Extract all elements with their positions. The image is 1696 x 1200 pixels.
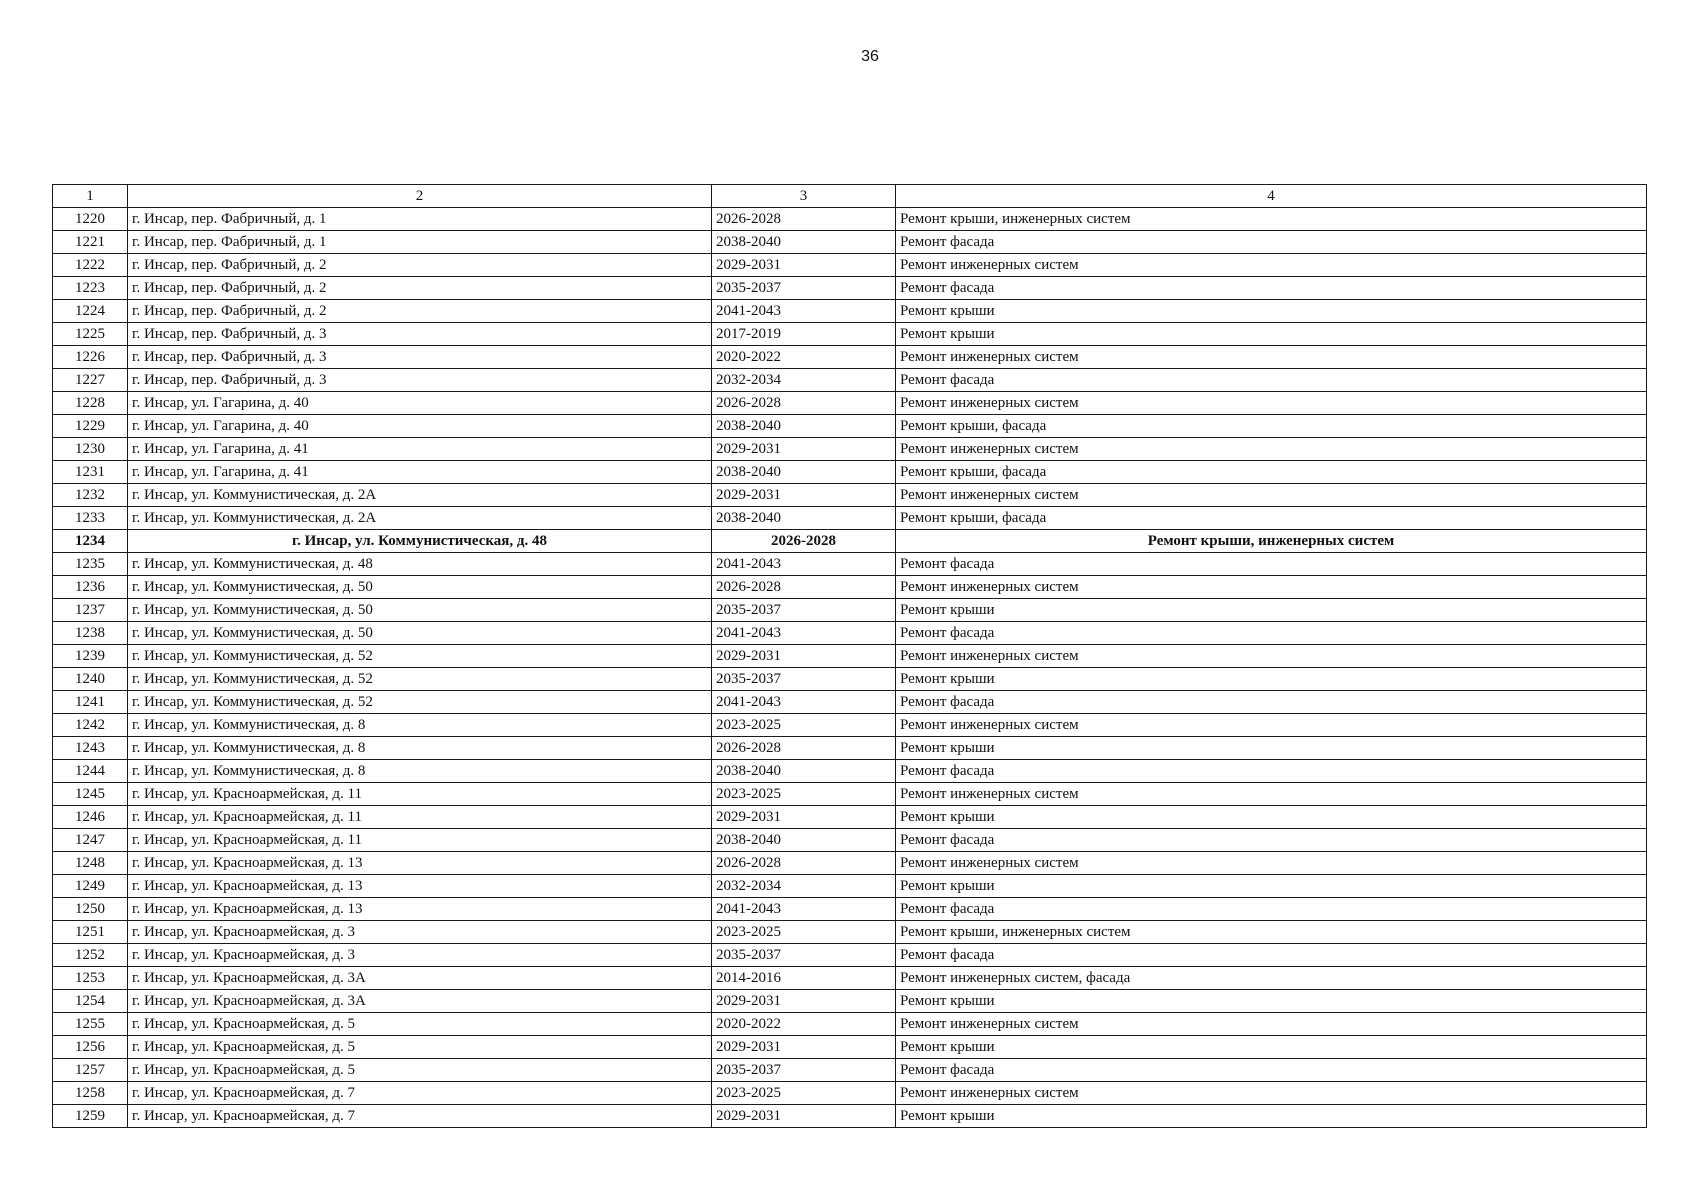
address-cell: г. Инсар, ул. Коммунистическая, д. 50 [128,576,712,599]
work-type-cell: Ремонт фасада [896,829,1647,852]
address-cell: г. Инсар, ул. Красноармейская, д. 5 [128,1059,712,1082]
row-number-cell: 1232 [53,484,128,507]
address-cell: г. Инсар, ул. Красноармейская, д. 3А [128,967,712,990]
address-cell: г. Инсар, пер. Фабричный, д. 3 [128,323,712,346]
row-number-cell: 1256 [53,1036,128,1059]
address-cell: г. Инсар, ул. Гагарина, д. 40 [128,392,712,415]
period-cell: 2026-2028 [712,737,896,760]
row-number-cell: 1257 [53,1059,128,1082]
table-row [53,898,1647,921]
period-cell: 2041-2043 [712,622,896,645]
column-header-1: 1 [53,185,128,208]
work-type-cell: Ремонт фасада [896,944,1647,967]
table-row [53,668,1647,691]
work-type-cell: Ремонт фасада [896,691,1647,714]
address-cell: г. Инсар, пер. Фабричный, д. 1 [128,208,712,231]
period-cell: 2041-2043 [712,898,896,921]
row-number-cell: 1258 [53,1082,128,1105]
table-row [53,415,1647,438]
row-number-cell: 1237 [53,599,128,622]
period-cell: 2038-2040 [712,461,896,484]
period-cell: 2035-2037 [712,668,896,691]
period-cell: 2029-2031 [712,645,896,668]
period-cell: 2023-2025 [712,1082,896,1105]
address-cell: г. Инсар, ул. Красноармейская, д. 11 [128,783,712,806]
work-type-cell: Ремонт крыши [896,990,1647,1013]
period-cell: 2029-2031 [712,1105,896,1128]
row-number-cell: 1224 [53,300,128,323]
period-cell: 2035-2037 [712,944,896,967]
table-row [53,875,1647,898]
work-type-cell: Ремонт инженерных систем, фасада [896,967,1647,990]
address-cell: г. Инсар, ул. Коммунистическая, д. 52 [128,645,712,668]
table-row [53,622,1647,645]
address-cell: г. Инсар, ул. Коммунистическая, д. 48 [128,530,712,553]
period-cell: 2026-2028 [712,530,896,553]
work-type-cell: Ремонт крыши [896,737,1647,760]
table-row [53,392,1647,415]
row-number-cell: 1238 [53,622,128,645]
period-cell: 2026-2028 [712,852,896,875]
table-row [53,1082,1647,1105]
work-type-cell: Ремонт инженерных систем [896,714,1647,737]
work-type-cell: Ремонт фасада [896,1059,1647,1082]
period-cell: 2038-2040 [712,760,896,783]
table-row [53,944,1647,967]
work-type-cell: Ремонт фасада [896,369,1647,392]
column-header-4: 4 [896,185,1647,208]
work-type-cell: Ремонт крыши [896,668,1647,691]
table-row [53,599,1647,622]
work-type-cell: Ремонт крыши [896,1036,1647,1059]
period-cell: 2038-2040 [712,829,896,852]
table-row [53,852,1647,875]
table-row [53,277,1647,300]
row-number-cell: 1254 [53,990,128,1013]
work-type-cell: Ремонт инженерных систем [896,1082,1647,1105]
work-type-cell: Ремонт крыши [896,300,1647,323]
period-cell: 2038-2040 [712,415,896,438]
row-number-cell: 1231 [53,461,128,484]
period-cell: 2032-2034 [712,875,896,898]
address-cell: г. Инсар, пер. Фабричный, д. 3 [128,369,712,392]
period-cell: 2041-2043 [712,553,896,576]
row-number-cell: 1235 [53,553,128,576]
table-row [53,576,1647,599]
row-number-cell: 1250 [53,898,128,921]
repair-schedule-table [52,184,1647,1128]
row-number-cell: 1236 [53,576,128,599]
table-row [53,231,1647,254]
address-cell: г. Инсар, ул. Красноармейская, д. 13 [128,898,712,921]
column-header-2: 2 [128,185,712,208]
work-type-cell: Ремонт инженерных систем [896,254,1647,277]
row-number-cell: 1229 [53,415,128,438]
table-row [53,300,1647,323]
address-cell: г. Инсар, ул. Красноармейская, д. 7 [128,1082,712,1105]
period-cell: 2014-2016 [712,967,896,990]
table-row [53,783,1647,806]
table-row [53,714,1647,737]
work-type-cell: Ремонт фасада [896,760,1647,783]
table-row [53,346,1647,369]
work-type-cell: Ремонт инженерных систем [896,392,1647,415]
table-row [53,461,1647,484]
row-number-cell: 1252 [53,944,128,967]
address-cell: г. Инсар, ул. Коммунистическая, д. 8 [128,760,712,783]
table-row [53,254,1647,277]
period-cell: 2029-2031 [712,806,896,829]
address-cell: г. Инсар, ул. Коммунистическая, д. 2А [128,484,712,507]
address-cell: г. Инсар, ул. Красноармейская, д. 11 [128,806,712,829]
work-type-cell: Ремонт крыши [896,875,1647,898]
period-cell: 2017-2019 [712,323,896,346]
row-number-cell: 1228 [53,392,128,415]
row-number-cell: 1240 [53,668,128,691]
period-cell: 2020-2022 [712,1013,896,1036]
work-type-cell: Ремонт инженерных систем [896,645,1647,668]
table-row [53,1013,1647,1036]
row-number-cell: 1223 [53,277,128,300]
row-number-cell: 1230 [53,438,128,461]
table-row [53,1105,1647,1128]
address-cell: г. Инсар, ул. Красноармейская, д. 3А [128,990,712,1013]
row-number-cell: 1251 [53,921,128,944]
row-number-cell: 1243 [53,737,128,760]
table-row [53,645,1647,668]
page-number: 36 [861,48,879,65]
address-cell: г. Инсар, ул. Коммунистическая, д. 50 [128,622,712,645]
work-type-cell: Ремонт крыши, инженерных систем [896,921,1647,944]
period-cell: 2026-2028 [712,392,896,415]
period-cell: 2023-2025 [712,921,896,944]
period-cell: 2035-2037 [712,277,896,300]
table-row [53,553,1647,576]
period-cell: 2020-2022 [712,346,896,369]
address-cell: г. Инсар, ул. Красноармейская, д. 5 [128,1036,712,1059]
period-cell: 2035-2037 [712,1059,896,1082]
work-type-cell: Ремонт инженерных систем [896,852,1647,875]
table-row [53,1036,1647,1059]
address-cell: г. Инсар, ул. Коммунистическая, д. 8 [128,737,712,760]
table-row [53,990,1647,1013]
period-cell: 2041-2043 [712,691,896,714]
period-cell: 2029-2031 [712,254,896,277]
row-number-cell: 1226 [53,346,128,369]
period-cell: 2038-2040 [712,231,896,254]
row-number-cell: 1242 [53,714,128,737]
work-type-cell: Ремонт фасада [896,553,1647,576]
address-cell: г. Инсар, ул. Красноармейская, д. 3 [128,944,712,967]
table-row [53,691,1647,714]
row-number-cell: 1220 [53,208,128,231]
work-type-cell: Ремонт инженерных систем [896,783,1647,806]
row-number-cell: 1239 [53,645,128,668]
address-cell: г. Инсар, ул. Коммунистическая, д. 8 [128,714,712,737]
column-number-row [53,185,1647,208]
table-row [53,507,1647,530]
column-header-3: 3 [712,185,896,208]
row-number-cell: 1233 [53,507,128,530]
work-type-cell: Ремонт фасада [896,622,1647,645]
table-row [53,967,1647,990]
table-row [53,438,1647,461]
table-row [53,829,1647,852]
row-number-cell: 1259 [53,1105,128,1128]
table-row [53,806,1647,829]
work-type-cell: Ремонт крыши [896,806,1647,829]
row-number-cell: 1253 [53,967,128,990]
address-cell: г. Инсар, пер. Фабричный, д. 3 [128,346,712,369]
period-cell: 2038-2040 [712,507,896,530]
work-type-cell: Ремонт крыши, фасада [896,461,1647,484]
address-cell: г. Инсар, ул. Коммунистическая, д. 48 [128,553,712,576]
address-cell: г. Инсар, ул. Коммунистическая, д. 52 [128,668,712,691]
period-cell: 2029-2031 [712,438,896,461]
row-number-cell: 1246 [53,806,128,829]
work-type-cell: Ремонт инженерных систем [896,484,1647,507]
work-type-cell: Ремонт крыши, инженерных систем [896,530,1647,553]
address-cell: г. Инсар, пер. Фабричный, д. 2 [128,300,712,323]
work-type-cell: Ремонт фасада [896,898,1647,921]
table-row [53,760,1647,783]
work-type-cell: Ремонт инженерных систем [896,576,1647,599]
address-cell: г. Инсар, ул. Гагарина, д. 40 [128,415,712,438]
table-row [53,1059,1647,1082]
row-number-cell: 1245 [53,783,128,806]
address-cell: г. Инсар, ул. Гагарина, д. 41 [128,438,712,461]
row-number-cell: 1247 [53,829,128,852]
period-cell: 2032-2034 [712,369,896,392]
row-number-cell: 1249 [53,875,128,898]
work-type-cell: Ремонт крыши [896,323,1647,346]
period-cell: 2029-2031 [712,990,896,1013]
address-cell: г. Инсар, ул. Коммунистическая, д. 52 [128,691,712,714]
period-cell: 2026-2028 [712,208,896,231]
table-row [53,484,1647,507]
work-type-cell: Ремонт крыши [896,599,1647,622]
address-cell: г. Инсар, ул. Коммунистическая, д. 2А [128,507,712,530]
table-row [53,921,1647,944]
work-type-cell: Ремонт инженерных систем [896,1013,1647,1036]
row-number-cell: 1255 [53,1013,128,1036]
address-cell: г. Инсар, пер. Фабричный, д. 2 [128,254,712,277]
table-row [53,530,1647,553]
work-type-cell: Ремонт инженерных систем [896,438,1647,461]
period-cell: 2026-2028 [712,576,896,599]
row-number-cell: 1227 [53,369,128,392]
table-row [53,208,1647,231]
row-number-cell: 1222 [53,254,128,277]
address-cell: г. Инсар, ул. Коммунистическая, д. 50 [128,599,712,622]
address-cell: г. Инсар, пер. Фабричный, д. 2 [128,277,712,300]
period-cell: 2023-2025 [712,714,896,737]
period-cell: 2023-2025 [712,783,896,806]
table-row [53,323,1647,346]
period-cell: 2035-2037 [712,599,896,622]
address-cell: г. Инсар, пер. Фабричный, д. 1 [128,231,712,254]
work-type-cell: Ремонт инженерных систем [896,346,1647,369]
address-cell: г. Инсар, ул. Красноармейская, д. 5 [128,1013,712,1036]
table-body [53,185,1647,1128]
row-number-cell: 1244 [53,760,128,783]
period-cell: 2029-2031 [712,1036,896,1059]
row-number-cell: 1221 [53,231,128,254]
address-cell: г. Инсар, ул. Красноармейская, д. 3 [128,921,712,944]
row-number-cell: 1248 [53,852,128,875]
address-cell: г. Инсар, ул. Гагарина, д. 41 [128,461,712,484]
table-row [53,737,1647,760]
work-type-cell: Ремонт фасада [896,231,1647,254]
work-type-cell: Ремонт крыши [896,1105,1647,1128]
work-type-cell: Ремонт крыши, фасада [896,507,1647,530]
row-number-cell: 1225 [53,323,128,346]
period-cell: 2041-2043 [712,300,896,323]
row-number-cell: 1241 [53,691,128,714]
table-row [53,369,1647,392]
address-cell: г. Инсар, ул. Красноармейская, д. 11 [128,829,712,852]
address-cell: г. Инсар, ул. Красноармейская, д. 13 [128,852,712,875]
row-number-cell: 1234 [53,530,128,553]
work-type-cell: Ремонт фасада [896,277,1647,300]
work-type-cell: Ремонт крыши, инженерных систем [896,208,1647,231]
work-type-cell: Ремонт крыши, фасада [896,415,1647,438]
address-cell: г. Инсар, ул. Красноармейская, д. 13 [128,875,712,898]
address-cell: г. Инсар, ул. Красноармейская, д. 7 [128,1105,712,1128]
period-cell: 2029-2031 [712,484,896,507]
